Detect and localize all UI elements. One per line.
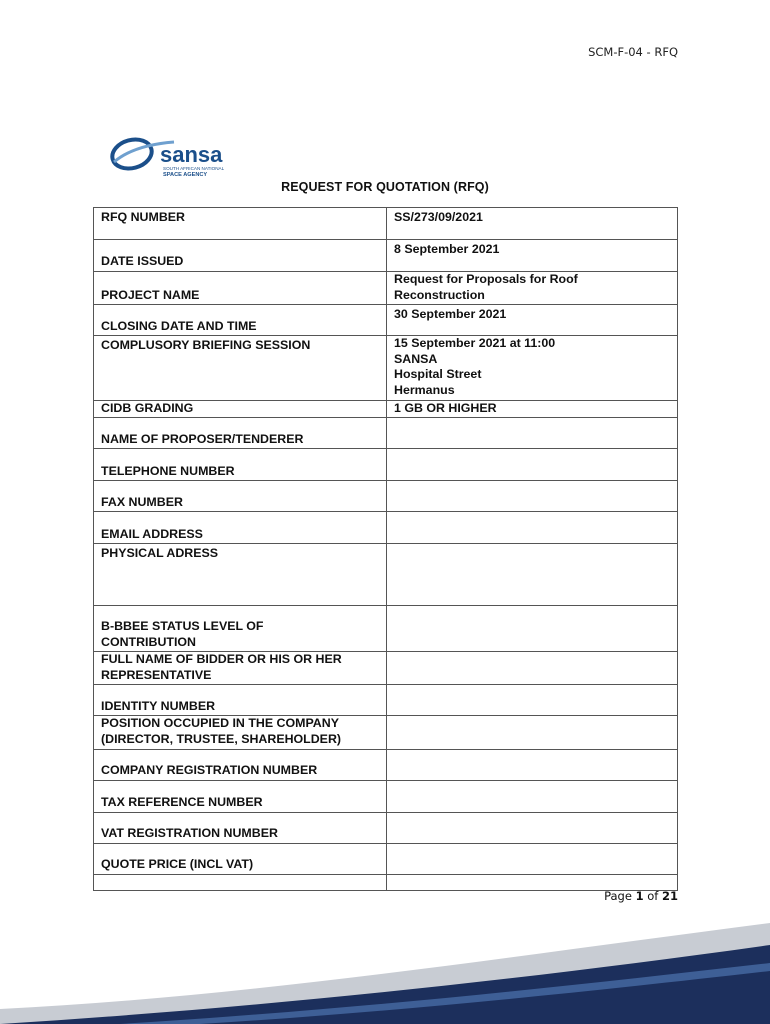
value-telephone xyxy=(387,449,678,481)
value-fax xyxy=(387,481,678,512)
table-row xyxy=(94,843,678,874)
document-code: SCM-F-04 - RFQ xyxy=(588,45,678,59)
value-bidder-name xyxy=(387,652,678,685)
value-identity-number xyxy=(387,685,678,716)
logo-subtitle-2: SPACE AGENCY xyxy=(163,172,208,178)
page-label: Page xyxy=(604,889,632,903)
value-company-registration xyxy=(387,749,678,780)
table-row xyxy=(94,418,678,449)
value-rfq-number: SS/273/09/2021 xyxy=(387,208,678,240)
label-briefing-session: COMPLUSORY BRIEFING SESSION xyxy=(94,336,387,400)
label-cidb-grading: CIDB GRADING xyxy=(94,400,387,418)
label-proposer-name: NAME OF PROPOSER/TENDERER xyxy=(94,418,387,449)
table-row xyxy=(94,208,678,240)
label-physical-address: PHYSICAL ADRESS xyxy=(94,544,387,606)
table-row xyxy=(94,716,678,749)
table-row xyxy=(94,652,678,685)
logo-subtitle-1: SOUTH AFRICAN NATIONAL xyxy=(163,166,225,171)
value-proposer-name xyxy=(387,418,678,449)
label-fax: FAX NUMBER xyxy=(94,481,387,512)
value-closing-date: 30 September 2021 xyxy=(387,305,678,336)
value-briefing-session: 15 September 2021 at 11:00 SANSA Hospital Street Hermanus xyxy=(387,336,678,400)
page-of: of xyxy=(647,889,659,903)
value-project-name: Request for Proposals for Roof Reconstruction xyxy=(387,272,678,305)
label-bbbee-status: B-BBEE STATUS LEVEL OF CONTRIBUTION xyxy=(94,606,387,652)
value-position-occupied xyxy=(387,716,678,749)
table-row xyxy=(94,305,678,336)
value-vat-registration xyxy=(387,812,678,843)
table-row xyxy=(94,812,678,843)
table-row xyxy=(94,685,678,716)
rfq-details-table xyxy=(93,207,678,891)
value-cidb-grading: 1 GB OR HIGHER xyxy=(387,400,678,418)
label-telephone: TELEPHONE NUMBER xyxy=(94,449,387,481)
table-row xyxy=(94,512,678,544)
label-email: EMAIL ADDRESS xyxy=(94,512,387,544)
label-quote-price: QUOTE PRICE (INCL VAT) xyxy=(94,843,387,874)
label-vat-registration: VAT REGISTRATION NUMBER xyxy=(94,812,387,843)
label-position-occupied: POSITION OCCUPIED IN THE COMPANY (DIRECTOR, TRUSTEE, SHAREHOLDER) xyxy=(94,716,387,749)
footer-swoosh-graphic xyxy=(0,905,770,1024)
table-row xyxy=(94,481,678,512)
table-row xyxy=(94,272,678,305)
value-bbbee-status xyxy=(387,606,678,652)
label-date-issued: DATE ISSUED xyxy=(94,240,387,272)
label-bidder-name: FULL NAME OF BIDDER OR HIS OR HER REPRESENTATIVE xyxy=(94,652,387,685)
table-row xyxy=(94,240,678,272)
label-company-registration: COMPANY REGISTRATION NUMBER xyxy=(94,749,387,780)
sansa-logo xyxy=(108,132,258,180)
label-identity-number: IDENTITY NUMBER xyxy=(94,685,387,716)
label-tax-reference: TAX REFERENCE NUMBER xyxy=(94,780,387,812)
value-tax-reference xyxy=(387,780,678,812)
value-physical-address xyxy=(387,544,678,606)
value-date-issued: 8 September 2021 xyxy=(387,240,678,272)
table-row xyxy=(94,400,678,418)
empty-cell xyxy=(94,874,387,890)
table-row xyxy=(94,336,678,400)
table-row xyxy=(94,449,678,481)
label-closing-date: CLOSING DATE AND TIME xyxy=(94,305,387,336)
table-row xyxy=(94,544,678,606)
page-current: 1 xyxy=(635,889,644,903)
table-row xyxy=(94,874,678,890)
empty-cell xyxy=(387,874,678,890)
value-quote-price xyxy=(387,843,678,874)
page-total: 21 xyxy=(661,889,678,903)
value-email xyxy=(387,512,678,544)
table-row xyxy=(94,749,678,780)
table-row xyxy=(94,606,678,652)
page-title: REQUEST FOR QUOTATION (RFQ) xyxy=(281,180,489,194)
page-number xyxy=(604,889,678,903)
label-project-name: PROJECT NAME xyxy=(94,272,387,305)
label-rfq-number: RFQ NUMBER xyxy=(94,208,387,240)
table-row xyxy=(94,780,678,812)
logo-wordmark: sansa xyxy=(160,142,223,167)
